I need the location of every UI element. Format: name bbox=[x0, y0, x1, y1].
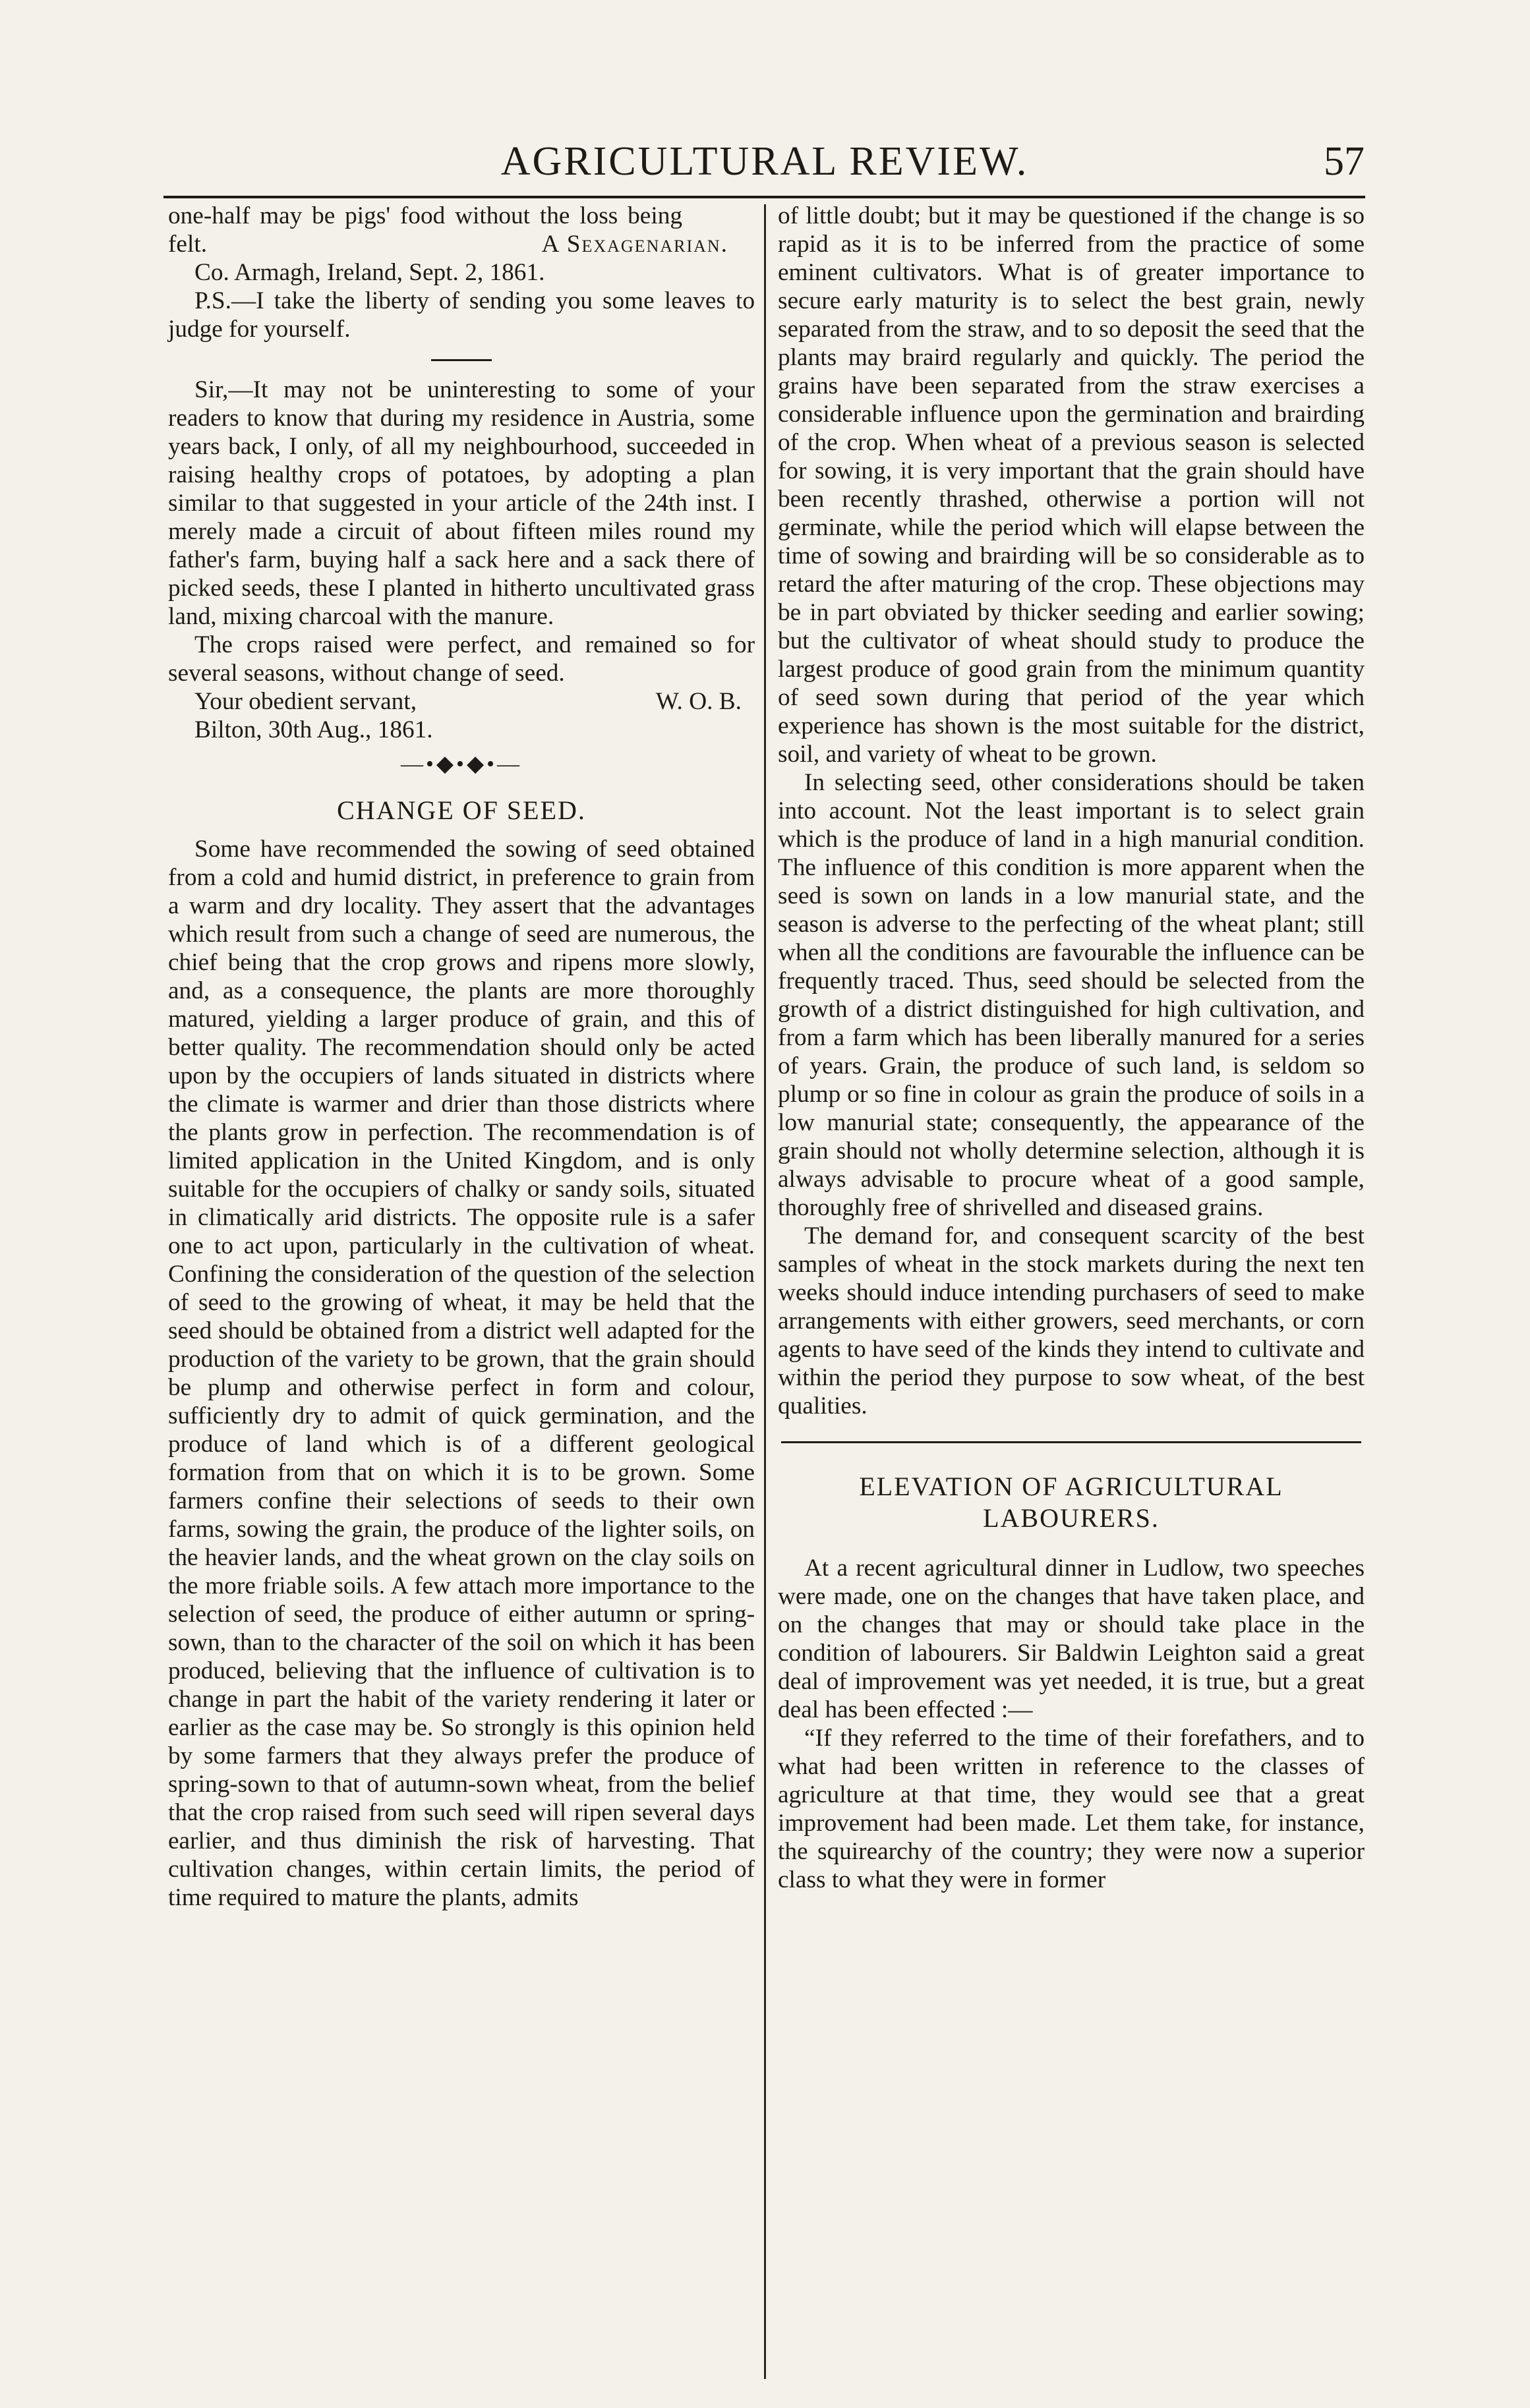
section-title-elevation: ELEVATION OF AGRICULTURAL LABOURERS. bbox=[859, 1472, 1283, 1533]
letter1-signature-row bbox=[168, 230, 755, 258]
letter2-closing: Your obedient servant, bbox=[194, 688, 417, 715]
letter2-body: Sir,—It may not be uninteresting to some of your readers to know that during my residence in Austria, some years back, I only, of all my neighbourhood, succeeded in raising healthy crops of potatoes, by adopting a plan similar to that suggested in your article of the 24th inst. I merely made a circuit of about fifteen miles round my father's farm, buying half a sack here and a sack there of picked seeds, these I planted in hitherto uncultivated grass land, mixing charcoal with the manure. bbox=[168, 376, 755, 630]
page-header bbox=[165, 138, 1365, 191]
running-title: AGRICULTURAL REVIEW. bbox=[500, 139, 1029, 184]
letter2-place: Bilton, 30th Aug., 1861. bbox=[194, 716, 433, 743]
right-para-2: In selecting seed, other considerations should be taken into account. Not the least important is to select grain which is the produce of land in a high manurial condition. The influence of this condition is more apparent when the seed is sown on lands in a low manurial state, and the season is adverse to the perfecting of the wheat plant; still when all the conditions are favourable the influence can be frequently traced. Thus, seed should be selected from the growth of a district distinguished for high cultivation, and from a farm which has been liberally manured for a series of years. Grain, the produce of such land, is seldom so plump or so fine in colour as grain the produce of soils in a low manurial state; consequently, the appearance of the grain should not wholly determine selection, although it is always advisable to procure wheat of a good sample, thoroughly free of shrivelled and diseased grains. bbox=[778, 769, 1365, 1221]
section2-para-1: At a recent agricultural dinner in Ludlow, two speeches were made, one on the changes that have taken place, and on the changes that may or should take place in the condition of labourers. Sir Baldwin Leighton said a great deal of improvement was yet needed, it is true, but a great deal has been effected :— bbox=[778, 1555, 1365, 1723]
letter1-postscript: P.S.—I take the liberty of sending you some leaves to judge for yourself. bbox=[168, 287, 755, 343]
right-para-1: of little doubt; but it may be questioned if the change is so rapid as it is to be inferred from the practice of some eminent cultivators. What is of greater importance to secure early maturity is to select the best grain, newly separated from the straw, and to so deposit the seed that the plants may braird regularly and quickly. The period the grains have been separated from the straw exercises a considerable influence upon the germination and brairding of the crop. When wheat of a previous season is selected for sowing, it is very important that the grain should have been recently thrashed, otherwise a portion will not germinate, while the period which will elapse between the time of sowing and brairding will be so considerable as to retard the after maturing of the crop. These objections may be in part obviated by thicker seeding and earlier sowing; but the cultivator of wheat should study to produce the largest produce of good grain from the minimum quantity of seed sown during that period of the year which experience has shown is the most suitable for the district, soil, and variety of wheat to be grown. bbox=[778, 202, 1365, 768]
left-column bbox=[168, 198, 755, 1912]
letter2-body-2: The crops raised were perfect, and remained so for several seasons, without change of seed. bbox=[168, 631, 755, 687]
column-divider bbox=[764, 204, 766, 2379]
right-para-3: The demand for, and consequent scarcity of the best samples of wheat in the stock markets during the next ten weeks should induce intending purchasers of seed to make arrangements with either growers, seed merchants, or corn agents to have seed of the kinds they intend to cultivate and within the period they purpose to sow wheat, of the best qualities. bbox=[778, 1222, 1365, 1419]
section2-para-2: “If they referred to the time of their forefathers, and to what had been written in reference to the classes of agriculture at that time, they would see that a great improvement had been made. Let them take, for instance, the squirearchy of the country; they were now a superior class to what they were in former bbox=[778, 1725, 1365, 1893]
letter-separator-rule bbox=[431, 359, 492, 361]
ornament-divider: —•◆•◆•— bbox=[400, 752, 522, 776]
letter1-signature: A Sexagenarian. bbox=[541, 231, 728, 258]
section-title-change-of-seed: CHANGE OF SEED. bbox=[337, 795, 586, 825]
letter1-tail: one-half may be pigs' food without the loss being felt. bbox=[168, 202, 682, 258]
letter2-initials: W. O. B. bbox=[655, 688, 742, 715]
letter1-place: Co. Armagh, Ireland, Sept. 2, 1861. bbox=[194, 259, 545, 286]
right-column bbox=[778, 198, 1365, 1894]
section1-body: Some have recommended the sowing of seed obtained from a cold and humid district, in preference to grain from a warm and dry locality. They assert that the advantages which result from such a change of seed are numerous, the chief being that the crop grows and ripens more slowly, and, as a consequence, the plants are more thoroughly matured, yielding a larger produce of grain, and this of better quality. The recommendation should only be acted upon by the occupiers of lands situated in districts where the climate is warmer and drier than those districts where the plants grow in perfection. The recommendation is of limited application in the United Kingdom, and is only suitable for the occupiers of chalky or sandy soils, situated in climatically arid districts. The opposite rule is a safer one to act upon, particularly in the cultivation of wheat. Confining the consideration of the question of the selection of seed to the growing of wheat, it may be held that the seed should be obtained from a district well adapted for the production of the variety to be grown, that the grain should be plump and otherwise perfect in form and colour, sufficiently dry to admit of quick germination, and the produce of land which is of a different geological formation from that on which it is to be grown. Some farmers confine their selections of seeds to their own farms, sowing the grain, the produce of the lighter soils, on the heavier lands, and the wheat grown on the clay soils on the more friable soils. A few attach more importance to the selection of seed, the produce of either autumn or spring-sown, than to the character of the soil on which it has been produced, believing that the influence of cultivation is to change in part the habit of the variety rendering it later or earlier as the case may be. So strongly is this opinion held by some farmers that they always prefer the produce of spring-sown to that of autumn-sown wheat, from the belief that the crop raised from such seed will ripen several days earlier, and thus diminish the risk of harvesting. That cultivation changes, within certain limits, the period of time required to mature the plants, admits bbox=[168, 836, 755, 1911]
page-number: 57 bbox=[1324, 139, 1365, 184]
letter2-signature-row bbox=[168, 687, 755, 716]
section-separator-rule bbox=[781, 1441, 1361, 1443]
